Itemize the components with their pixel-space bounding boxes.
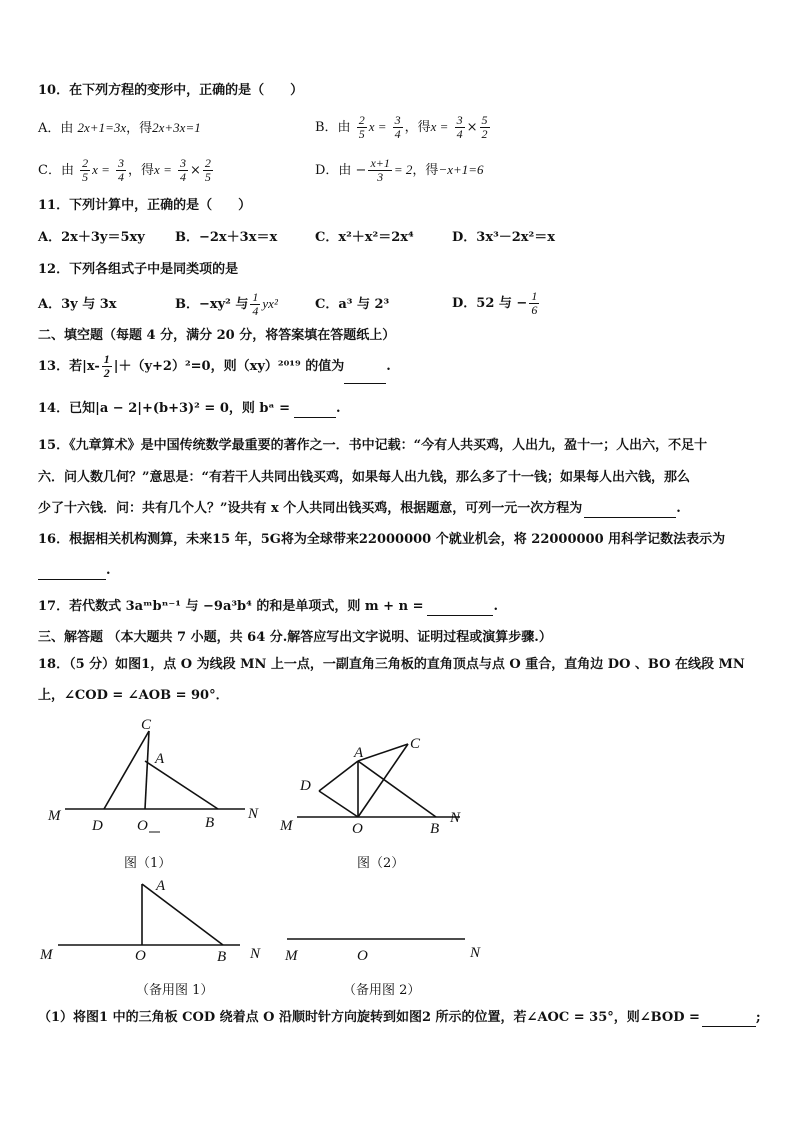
q10-b-x2: x = [430,119,449,134]
fig4-labels [284,945,481,964]
q10-b-mid: ，得 [404,120,431,135]
fig2-line-ab [358,761,436,817]
q10-d-mid: ，得 [412,163,439,178]
q17-text: 17．若代数式 3aᵐbⁿ⁻¹ 与 −9a³b⁴ 的和是单项式，则 m + n = [38,599,424,614]
fig2-label-c: C [410,736,421,752]
q15-line2: 六．问人数几何？”意思是：“有若干人共同出钱买鸡，如果每人出九钱，那么多了十一钱；如果每人出六钱，那么 [38,470,690,485]
q12-b-post: yx² [262,296,278,311]
q10-d-eq: = 2 [393,162,413,177]
q11-option-a[interactable]: A．2x＋3y＝5xy [38,230,145,245]
fig3-caption: （备用图 1） [136,983,214,998]
q10-c-x: x = [92,162,110,177]
q10-a-eq1: 2x+1=3x [77,120,127,135]
fig1-line-co [145,731,149,809]
q10-c-frac2: $\frac{3}{4}$ [118,156,125,184]
q10-c-frac3: $\frac{3}{4}$ [179,156,186,184]
fig3-label-m: M [40,947,53,963]
q10-d-prefix: D．由 − [315,163,367,178]
fig2-line-ac [358,744,408,761]
fig1-line-dc [104,731,149,809]
fig2-label-a: A [354,745,364,761]
q13-end: . [386,359,391,374]
q10-c-prefix: C．由 [38,163,74,178]
figure-1 [65,731,245,809]
fig1-label-c: C [141,717,152,733]
q18-part1-text: （1）将图1 中的三角板 COD 绕着点 O 沿顺时针方向旋转到如图2 所示的位置，若∠AOC = 35°，则∠BOD = [38,1010,700,1025]
q18-part1-answer-blank[interactable] [702,1026,756,1027]
q18-part1 [38,1009,761,1027]
q14-text: 14．已知|a − 2|+(b+3)² = 0，则 bᵃ = [38,401,290,416]
fig1-label-d: D [92,818,103,834]
q13-post: |＋（y+2）²=0，则（xy）²⁰¹⁹ 的值为 [113,359,345,374]
q11-option-b[interactable]: B．−2x＋3x＝x [175,230,278,245]
q15-line3-text: 少了十六钱．问：共有几个人？”设共有 x 个人共同出钱买鸡，根据题意，可列一元一次方程为 [38,501,583,516]
q11-stem: 11．下列计算中，正确的是（ ） [38,198,252,213]
fig2-caption: 图（2） [357,856,405,871]
fig4-caption: （备用图 2） [343,983,421,998]
fig1-label-n: N [248,806,259,822]
fig2-line-co [358,744,408,817]
q16-line1: 16．根据相关机构测算，未来15 年，5G将为全球带来22000000 个就业机会，将 22000000 用科学记数法表示为 [38,532,726,547]
q10-c-frac4: $\frac{2}{5}$ [204,156,211,184]
q13-prefix: 13．若|x- [38,359,100,374]
q18-line1: 18．（5 分）如图1，点 O 为线段 MN 上一点，一副直角三角板的直角顶点与点 O 重合，直角边 DO 、BO 在线段 MN [38,657,745,672]
fig2-label-m: M [280,818,293,834]
q10-c-mid: ，得 [128,163,155,178]
fig1-line-ab [145,761,218,809]
q10-b-prefix: B．由 [315,120,351,135]
section-solutions-title: 三、解答题 （本大题共 7 小题，共 64 分.解答应写出文字说明、证明过程或演算步骤.） [38,630,552,645]
q17-end: . [493,599,498,614]
fig2-label-d: D [300,778,311,794]
fig4-label-m: M [285,948,298,964]
q12-d-prefix: D．52 与 − [452,296,528,311]
q10-b-frac2: $\frac{3}{4}$ [394,113,401,141]
fig2-label-o: O [352,821,363,837]
q16-end: . [106,563,111,578]
q10-b-frac4: $\frac{5}{2}$ [481,113,488,141]
fig1-label-m: M [48,808,61,824]
fig2-label-b: B [430,821,440,837]
figure-2 [297,744,460,817]
fig1-labels [47,717,259,834]
q15-line1: 15．《九章算术》是中国传统数学最重要的著作之一．书中记载：“今有人共买鸡，人出九，盈十一；人出六，不足十 [38,438,708,453]
q10-b-frac3: $\frac{3}{4}$ [456,113,463,141]
fig1-label-o: O [137,818,148,834]
fig3-label-a: A [156,878,166,894]
q10-d-eq2: −x+1=6 [438,162,484,177]
fig1-label-b: B [205,815,215,831]
q12-d-frac: $\frac{1}{6}$ [531,289,538,317]
fig3-label-b: B [217,949,227,965]
fig3-label-o: O [135,948,146,964]
fig4-label-o: O [357,948,368,964]
q11-option-d[interactable]: D．3x³－2x²＝x [452,230,556,245]
section-fill-in-title: 二、填空题（每题 4 分，满分 20 分，将答案填在答题纸上） [38,328,396,343]
q10-c-x2: x = [154,162,172,177]
q13-frac: $\frac{1}{2}$ [103,352,110,380]
q12-stem: 12．下列各组式子中是同类项的是 [38,262,239,277]
q10-stem: 10．在下列方程的变形中，正确的是（ ） [38,83,304,98]
fig2-labels [279,736,461,837]
fig2-line-da [319,761,358,791]
q10-c-frac1: $\frac{2}{5}$ [82,156,89,184]
q10-b-x: x = [368,119,387,134]
q10-a-prefix: A．由 [38,121,74,136]
fig3-labels [39,878,261,965]
figure-backup-1 [58,884,240,945]
q10-d-frac: $\frac{x+1}{3}$ [370,156,390,184]
fig2-line-do [319,791,358,817]
fig1-caption: 图（1） [124,856,172,871]
q12-option-c[interactable]: C．a³ 与 2³ [315,297,390,312]
fig3-line-ab [142,884,223,945]
q11-option-c[interactable]: C．x²＋x²＝2x⁴ [315,230,414,245]
fig4-label-n: N [470,945,481,961]
q18-part1-end: ; [755,1010,761,1025]
fig1-label-a: A [155,751,165,767]
q10-a-eq2: 2x+3x=1 [152,120,201,135]
q10-b-frac1: $\frac{2}{5}$ [358,113,365,141]
q18-line2: 上，∠COD = ∠AOB = 90°． [38,688,229,703]
q10-b-times: × [466,120,478,135]
q14-end: . [335,401,341,416]
q12-option-a[interactable]: A．3y 与 3x [38,297,117,312]
q15-end: . [676,501,681,516]
fig2-label-n: N [450,810,461,826]
q10-c-times: × [189,163,201,178]
q12-b-prefix: B．−xy² 与 [175,297,249,312]
q12-b-frac: $\frac{1}{4}$ [252,290,259,318]
q10-a-mid: ，得 [126,121,153,136]
fig3-label-n: N [250,946,261,962]
